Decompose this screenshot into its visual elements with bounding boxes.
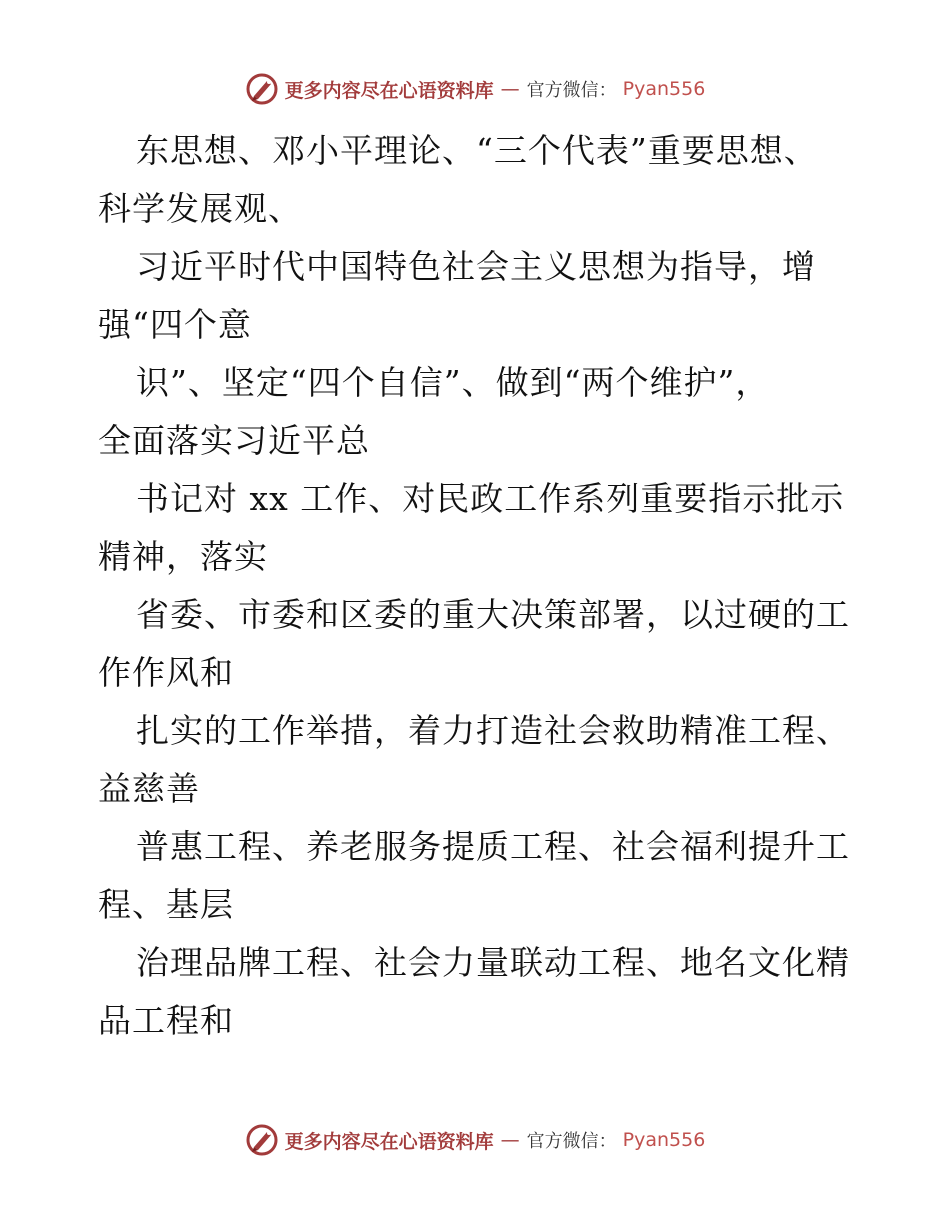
body-line: 东思想、邓小平理论、“三个代表”重要思想、 bbox=[136, 131, 818, 170]
footer-brand-text: 更多内容尽在心语资料库 bbox=[284, 1130, 494, 1153]
body-line: 全面落实习近平总 bbox=[98, 421, 370, 460]
header-wechat-id: Pyan556 bbox=[622, 78, 706, 100]
document-body bbox=[98, 122, 858, 1050]
body-line: 作作风和 bbox=[98, 653, 234, 692]
footer-wechat-label: 官方微信： bbox=[526, 1131, 617, 1152]
body-line: 程、基层 bbox=[98, 885, 234, 924]
body-line: 扎实的工作举措，着力打造社会救助精准工程、 bbox=[136, 711, 850, 750]
header-banner-content bbox=[245, 72, 706, 106]
body-line: 书记对 xx 工作、对民政工作系列重要指示批示 bbox=[136, 479, 845, 518]
pen-logo-icon bbox=[245, 1123, 279, 1157]
footer-banner bbox=[0, 1120, 950, 1160]
body-line: 省委、市委和区委的重大决策部署，以过硬的工 bbox=[136, 595, 850, 634]
footer-wechat-id: Pyan556 bbox=[622, 1129, 706, 1151]
header-wechat-label: 官方微信： bbox=[526, 80, 617, 101]
footer-banner-content bbox=[245, 1123, 706, 1157]
body-line: 品工程和 bbox=[98, 1001, 234, 1040]
body-line: 强“四个意 bbox=[98, 305, 252, 344]
body-line: 习近平时代中国特色社会主义思想为指导，增 bbox=[136, 247, 816, 286]
footer-dash: — bbox=[500, 1129, 520, 1151]
body-line: 识”、坚定“四个自信”、做到“两个维护”， bbox=[136, 363, 770, 402]
header-banner bbox=[0, 69, 950, 109]
body-line: 治理品牌工程、社会力量联动工程、地名文化精 bbox=[136, 943, 850, 982]
body-line: 普惠工程、养老服务提质工程、社会福利提升工 bbox=[136, 827, 850, 866]
body-line: 科学发展观、 bbox=[98, 189, 302, 228]
body-line: 益慈善 bbox=[98, 769, 200, 808]
body-line: 精神，落实 bbox=[98, 537, 268, 576]
header-dash: — bbox=[500, 78, 520, 100]
header-brand-text: 更多内容尽在心语资料库 bbox=[284, 79, 494, 102]
pen-logo-icon bbox=[245, 72, 279, 106]
